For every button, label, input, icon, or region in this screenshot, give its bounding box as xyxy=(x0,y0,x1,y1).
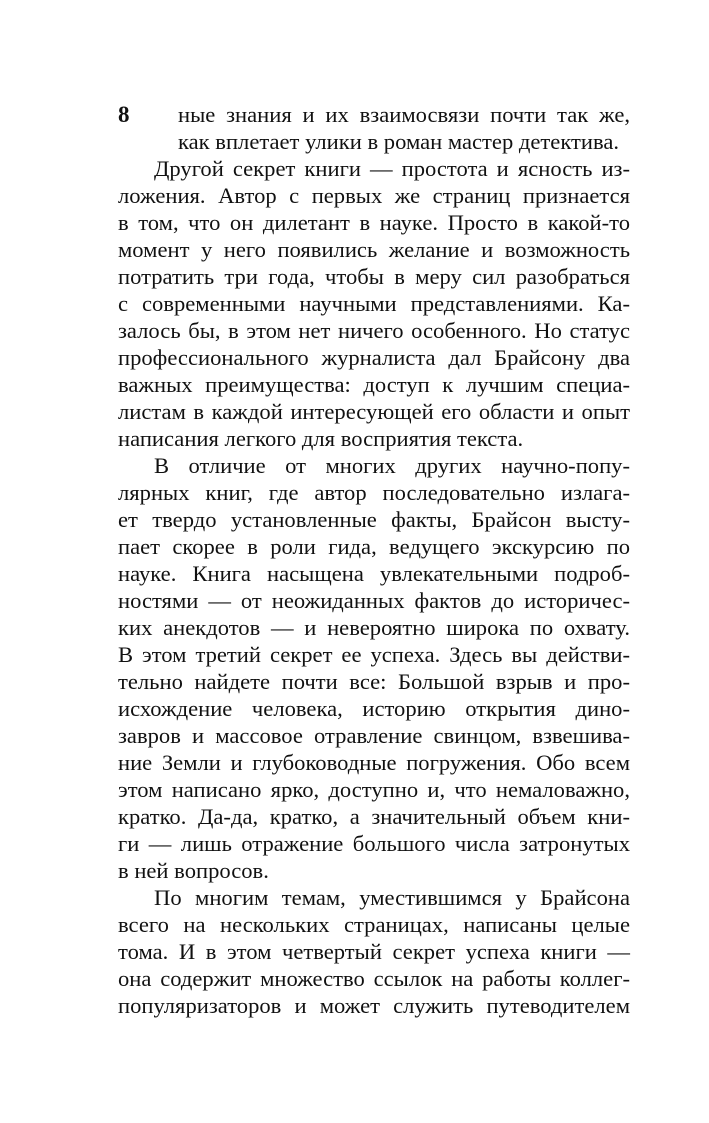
text-line: в том, что он дилетант в науке. Просто в какой-то xyxy=(118,210,630,235)
text-line: ги — лишь отражение большого числа затронутых xyxy=(118,831,630,856)
text-line: завров и массовое отравление свинцом, взвешива- xyxy=(118,723,630,748)
text-line: исхождение человека, историю открытия дино- xyxy=(118,696,630,721)
page-number: 8 xyxy=(118,102,130,127)
text-line: как вплетает улики в роман мастер детектива. xyxy=(178,129,620,154)
text-line: тома. И в этом четвертый секрет успеха книги — xyxy=(118,939,630,964)
text-line: всего на нескольких страницах, написаны целые xyxy=(118,912,630,937)
text-line: В отличие от многих других научно-попу- xyxy=(154,453,630,478)
text-line: листам в каждой интересующей его области и опыт xyxy=(118,399,630,424)
text-line: ные знания и их взаимосвязи почти так же, xyxy=(178,102,630,127)
text-line: науке. Книга насыщена увлекательными подроб- xyxy=(118,561,630,586)
text-line: залось бы, в этом нет ничего особенного. Но статус xyxy=(118,318,630,343)
text-line: ет твердо установленные факты, Брайсон высту- xyxy=(118,507,630,532)
text-line: ких анекдотов — и невероятно широка по охвату. xyxy=(118,615,630,640)
text-line: этом написано ярко, доступно и, что немаловажно, xyxy=(118,777,630,802)
text-line: написания легкого для восприятия текста. xyxy=(118,426,524,451)
text-line: потратить три года, чтобы в меру сил разобраться xyxy=(118,264,630,289)
text-line: момент у него появились желание и возможность xyxy=(118,237,630,262)
text-line: важных преимущества: доступ к лучшим специа- xyxy=(118,372,630,397)
text-line: профессионального журналиста дал Брайсону два xyxy=(118,345,630,370)
text-line: В этом третий секрет ее успеха. Здесь вы действи- xyxy=(118,642,630,667)
text-line: По многим темам, уместившимся у Брайсона xyxy=(154,885,630,910)
text-line: она содержит множество ссылок на работы коллег- xyxy=(118,966,630,991)
text-line: тельно найдете почти все: Большой взрыв и про- xyxy=(118,669,630,694)
text-line: с современными научными представлениями. Ка- xyxy=(118,291,630,316)
text-line: ние Земли и глубоководные погружения. Обо всем xyxy=(118,750,630,775)
text-line: лярных книг, где автор последовательно излага- xyxy=(118,480,630,505)
text-line: ностями — от неожиданных фактов до историчес- xyxy=(118,588,630,613)
text-line: популяризаторов и может служить путеводителем xyxy=(118,993,630,1018)
text-line: кратко. Да-да, кратко, а значительный объем кни- xyxy=(118,804,630,829)
text-line: ложения. Автор с первых же страниц признается xyxy=(118,183,630,208)
text-line: Другой секрет книги — простота и ясность из- xyxy=(154,156,630,181)
text-line: в ней вопросов. xyxy=(118,858,269,883)
text-line: пает скорее в роли гида, ведущего экскурсию по xyxy=(118,534,630,559)
